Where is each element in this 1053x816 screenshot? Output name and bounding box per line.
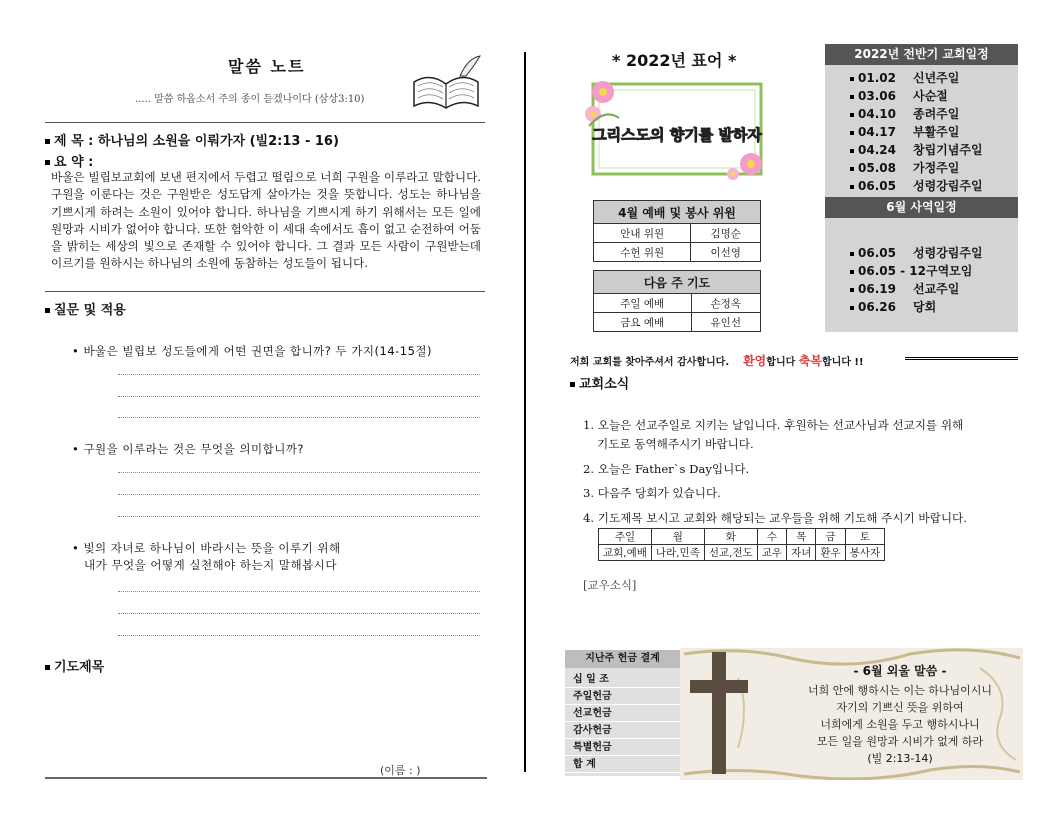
divider xyxy=(905,357,1018,360)
subtitle: ..... 말씀 하옵소서 주의 종이 듣겠나이다 (삼상3:10) xyxy=(135,94,365,105)
schedule-title: 2022년 전반기 교회일정 xyxy=(825,44,1018,65)
day-cell: 토 xyxy=(845,529,884,545)
offering-row: 합 계 xyxy=(565,757,680,773)
day-cell: 수 xyxy=(757,529,786,545)
motto-year-title: * 2022년 표어 * xyxy=(612,51,737,70)
svg-text:그리스도의 향기를 발하자: 그리스도의 향기를 발하자 xyxy=(592,126,762,144)
day-cell: 화 xyxy=(704,529,757,545)
flower-icon xyxy=(727,168,739,180)
schedule-item: 04.10 종려주일 xyxy=(850,105,959,122)
question-3a: • 빛의 자녀로 하나님이 바라시는 뜻을 이루기 위해 xyxy=(72,541,341,555)
offering-row: 십 일 조 xyxy=(565,672,680,688)
members-news-label: [교우소식] xyxy=(583,578,637,592)
news-item: 기도로 동역해주시기 바랍니다. xyxy=(597,437,754,451)
schedule-item: 04.17 부활주일 xyxy=(850,123,959,140)
offering-title: 지난주 헌금 결계 xyxy=(565,650,680,668)
offering-row: 선교헌금 xyxy=(565,706,680,722)
prayer-topics-table xyxy=(598,528,885,561)
topic-cell: 선교,전도 xyxy=(704,545,757,561)
flower-icon xyxy=(585,106,601,122)
answer-line[interactable] xyxy=(118,472,480,473)
answer-line[interactable] xyxy=(118,613,480,614)
verse-line: 자기의 기쁘신 뜻을 위하여 xyxy=(836,701,964,714)
news-item: 1. 오늘은 선교주일로 지키는 날입니다. 후원하는 선교사님과 선교지를 위해 xyxy=(583,418,964,432)
page-divider xyxy=(524,52,526,772)
prayer-table: 다음 주 기도 주일 예배 손정옥 금요 예배 유인선 xyxy=(593,270,761,332)
answer-line[interactable] xyxy=(118,591,480,592)
offering-row: 특별헌금 xyxy=(565,740,680,756)
june-item: 06.05 성령강림주일 xyxy=(850,244,983,261)
schedule-item: 03.06 사순절 xyxy=(850,87,948,104)
offering-row: 감사헌금 xyxy=(565,723,680,739)
subject-heading: 제 목 : 하나님의 소원을 이뤄가자 (빌2:13 - 16) xyxy=(45,130,339,149)
flower-icon xyxy=(592,81,614,103)
answer-line[interactable] xyxy=(118,516,480,517)
name-field[interactable]: (이름 : ) xyxy=(380,764,421,777)
answer-line[interactable] xyxy=(118,374,480,375)
question-1: • 바울은 빌립보 성도들에게 어떤 권면을 합니까? 두 가지(14-15절) xyxy=(72,344,433,358)
verse-line: (빌 2:13-14) xyxy=(867,752,933,765)
offering-row: 주일헌금 xyxy=(565,689,680,705)
prayer-heading: 기도제목 xyxy=(45,656,104,675)
day-cell: 금 xyxy=(816,529,845,545)
verse-line: 모든 일을 원망과 시비가 없게 하라 xyxy=(816,735,984,748)
answer-line[interactable] xyxy=(118,396,480,397)
topic-cell: 봉사자 xyxy=(845,545,884,561)
cross-icon xyxy=(690,652,748,774)
verse-line: 너희에게 소원을 두고 행하시나니 xyxy=(820,718,980,731)
topic-cell: 교우 xyxy=(757,545,786,561)
topic-cell: 환우 xyxy=(816,545,845,561)
verse-line: 너희 안에 행하시는 이는 하나님이시니 xyxy=(807,684,992,697)
june-item: 06.05 - 12구역모임 xyxy=(850,262,972,279)
welcome-message: 저희 교회를 찾아주셔서 감사합니다. 환영합니다 축복합니다 !! xyxy=(570,354,864,368)
day-cell: 주일 xyxy=(599,529,652,545)
motto-banner xyxy=(585,78,765,180)
verse-title: - 6월 외울 말씀 - xyxy=(853,664,947,678)
page-title: 말씀 노트 xyxy=(228,57,306,76)
summary-text: 바울은 빌립보교회에 보낸 편지에서 두렵고 떨림으로 너희 구원을 이루라고 말합니다. 구원을 이룬다는 것은 구원받은 성도답게 살아가는 것을 뜻합니다. 성도는 하나님을 기쁘시게 하려는 소원이 있어야 합니다. 하나님을 기쁘시게 하기 위해서는 모든 일에 원망과 시비가 없어야 합니다. 또한 험악한 이 세대 속에서도 흠이 없고 순전하여 어둠을 밝히는 세상의 빛으로 존재할 수 있어야 합니다. 그 결과 모든 사람이 구원받는데 이르기를 원하시는 하나님의 소원에 동참하는 성도들이 됩니다. xyxy=(51,170,481,271)
news-item: 4. 기도제목 보시고 교회와 해당되는 교우들을 위해 기도해 주시기 바랍니다. xyxy=(583,511,967,525)
news-heading: 교회소식 xyxy=(570,373,629,392)
questions-heading: 질문 및 적용 xyxy=(45,299,126,318)
topic-cell: 자녀 xyxy=(787,545,816,561)
news-item: 3. 다음주 당회가 있습니다. xyxy=(583,486,721,500)
bible-icon xyxy=(408,54,484,112)
verse-text xyxy=(770,682,1030,767)
answer-line[interactable] xyxy=(118,494,480,495)
schedule-item: 05.08 가정주일 xyxy=(850,159,959,176)
service-table: 4월 예배 및 봉사 위원 안내 위원 김명순 수헌 위원 이선영 xyxy=(593,200,761,262)
topic-cell: 교회,예배 xyxy=(599,545,652,561)
summary-heading: 요 약 : xyxy=(45,151,93,170)
topic-cell: 나라,민족 xyxy=(651,545,704,561)
schedule-item: 04.24 창립기념주일 xyxy=(850,141,983,158)
schedule-item: 01.02 신년주일 xyxy=(850,69,959,86)
june-title: 6월 사역일정 xyxy=(825,197,1018,218)
question-2: • 구원을 이루라는 것은 무엇을 의미합니까? xyxy=(72,442,305,456)
june-item: 06.19 선교주일 xyxy=(850,280,959,297)
flower-icon xyxy=(740,153,762,175)
june-item: 06.26 당회 xyxy=(850,298,936,315)
day-cell: 월 xyxy=(651,529,704,545)
question-3b: 내가 무엇을 어떻게 실천해야 하는지 말해봅시다 xyxy=(84,558,337,572)
news-item: 2. 오늘은 Father`s Day입니다. xyxy=(583,462,750,476)
schedule-item: 06.05 성령강림주일 xyxy=(850,177,983,194)
answer-line[interactable] xyxy=(118,635,480,636)
answer-line[interactable] xyxy=(118,417,480,418)
day-cell: 목 xyxy=(787,529,816,545)
